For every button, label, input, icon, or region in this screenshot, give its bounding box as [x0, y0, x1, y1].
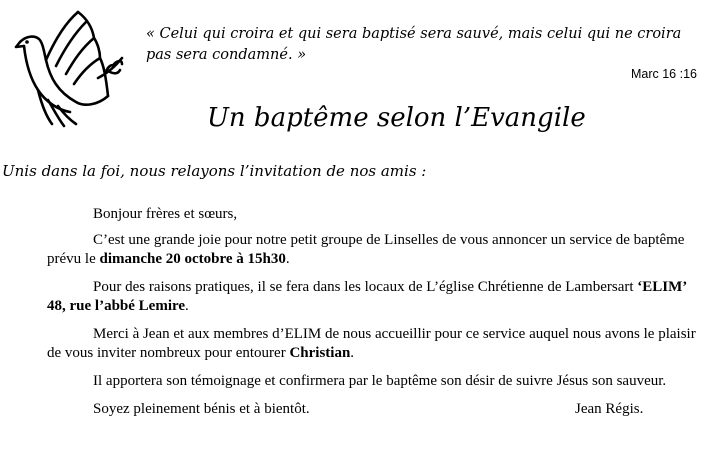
thanks-end: . — [350, 345, 355, 361]
page-title: Un baptême selon l’Evangile — [207, 103, 586, 133]
dove-icon — [14, 6, 126, 130]
church-address: ‘ELIM’ 48, rue l’abbé Lemire — [47, 279, 687, 314]
bible-quote: « Celui qui croira et qui sera baptisé sera sauvé, mais celui qui ne croira pas sera condamné. » — [146, 26, 682, 63]
baptism-date: dimanche 20 octobre à 15h30 — [99, 251, 286, 267]
letter-closing — [47, 400, 697, 419]
letter-paragraph-announcement — [47, 231, 697, 269]
baptized-name: Christian — [289, 345, 351, 361]
signature: Jean Régis. — [575, 401, 644, 417]
letter-paragraph-location — [47, 278, 697, 316]
thanks-text: Merci à Jean et aux membres d’ELIM de nous accueillir pour ce service auquel nous avons le plaisir de vous inviter nombreux pour entourer — [47, 326, 696, 361]
invitation-letter — [47, 205, 697, 419]
announcement-end: . — [285, 251, 290, 267]
location-text: Pour des raisons pratiques, il se fera dans les locaux de L’église Chrétienne de Lambersart — [93, 279, 638, 295]
announcement-text: C’est une grande joie pour notre petit groupe de Linselles de vous annoncer un service de baptême prévu le — [47, 232, 685, 267]
intro-line: Unis dans la foi, nous relayons l’invitation de nos amis : — [2, 162, 427, 180]
letter-paragraph-thanks — [47, 325, 697, 363]
verse-reference: Marc 16 :16 — [630, 67, 697, 81]
location-end: . — [185, 298, 189, 314]
letter-paragraph-testimony: Il apportera son témoignage et confirmera par le baptême son désir de suivre Jésus son sauveur. — [93, 373, 667, 389]
blessing-text: Soyez pleinement bénis et à bientôt. — [93, 401, 310, 417]
letter-greeting: Bonjour frères et sœurs, — [93, 206, 238, 222]
